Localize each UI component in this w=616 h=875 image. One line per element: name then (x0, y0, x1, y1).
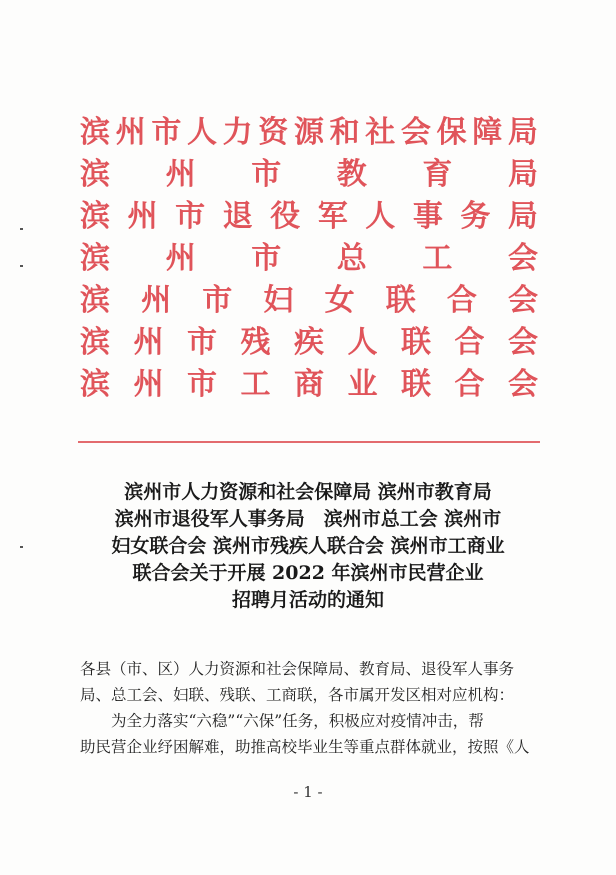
issuer-line (80, 112, 538, 154)
issuer-character: 州 (165, 241, 196, 276)
issuer-character: 滨 (80, 325, 110, 360)
issuer-character: 市 (251, 241, 282, 276)
issuer-character: 残 (240, 325, 271, 360)
addressee-line: 局、总工会、妇联、残联、工商联，各市属开发区相对应机构： (80, 686, 515, 704)
issuer-line (80, 238, 538, 280)
issuer-character: 和 (329, 115, 360, 150)
issuer-character: 会 (508, 325, 538, 360)
addressee-line: 各县（市、区）人力资源和社会保障局、教育局、退役军人事务 (80, 660, 515, 678)
issuer-character: 育 (422, 157, 453, 192)
title-line: 妇女联合会 滨州市残疾人联合会 滨州市工商业 (111, 535, 505, 557)
issuer-character: 合 (446, 283, 477, 318)
document-title (70, 479, 546, 614)
issuer-character: 联 (401, 325, 431, 360)
issuer-character: 州 (133, 367, 164, 402)
issuer-character: 商 (294, 367, 324, 402)
issuer-character: 市 (187, 367, 217, 402)
issuer-character: 市 (202, 283, 233, 318)
body-paragraph-line: 为全力落实“六稳”“六保”任务，积极应对疫情冲击，帮 (111, 712, 484, 730)
title-line: 联合会关于开展 2022 年滨州市民营企业 (132, 562, 484, 584)
issuer-character: 州 (127, 199, 158, 234)
issuer-character: 工 (422, 241, 453, 276)
issuer-character: 女 (324, 283, 355, 318)
issuer-character: 资 (258, 115, 289, 150)
issuer-character: 务 (460, 199, 491, 234)
issuer-character: 滨 (80, 241, 110, 276)
body-paragraph-line: 助民营企业纾困解难，助推高校毕业生等重点群体就业，按照《人 (80, 738, 530, 756)
issuer-character: 联 (401, 367, 431, 402)
issuer-character: 市 (175, 199, 206, 234)
issuer-character: 总 (336, 241, 367, 276)
issuing-agencies-header (80, 112, 538, 406)
issuer-character: 市 (251, 157, 282, 192)
issuer-line (80, 280, 538, 322)
issuer-character: 社 (365, 115, 396, 150)
issuer-character: 滨 (80, 367, 110, 402)
red-separator-line (78, 441, 540, 443)
issuer-character: 人 (347, 325, 378, 360)
issuer-line (80, 196, 538, 238)
issuer-character: 州 (133, 325, 164, 360)
issuer-character: 市 (151, 115, 182, 150)
issuer-character: 局 (507, 199, 538, 234)
issuer-character: 州 (141, 283, 172, 318)
issuer-character: 滨 (80, 199, 110, 234)
issuer-character: 合 (454, 325, 485, 360)
issuer-character: 役 (270, 199, 301, 234)
binding-mark (20, 265, 23, 267)
issuer-character: 事 (412, 199, 443, 234)
issuer-character: 局 (507, 115, 538, 150)
issuer-character: 合 (454, 367, 485, 402)
issuer-character: 军 (317, 199, 348, 234)
issuer-character: 人 (186, 115, 217, 150)
issuer-character: 工 (240, 367, 271, 402)
issuer-character: 退 (222, 199, 253, 234)
issuer-character: 妇 (263, 283, 294, 318)
title-line: 滨州市人力资源和社会保障局 滨州市教育局 (124, 481, 492, 503)
issuer-character: 州 (115, 115, 146, 150)
issuer-line (80, 154, 538, 196)
issuer-character: 市 (187, 325, 217, 360)
binding-mark (20, 228, 23, 230)
issuer-character: 滨 (80, 157, 110, 192)
issuer-character: 局 (507, 157, 538, 192)
issuer-line (80, 364, 538, 406)
issuer-character: 障 (472, 115, 503, 150)
issuer-character: 联 (385, 283, 416, 318)
document-body (80, 656, 550, 760)
title-line: 招聘月活动的通知 (231, 589, 384, 611)
issuer-character: 州 (165, 157, 196, 192)
issuer-character: 疾 (294, 325, 324, 360)
issuer-character: 滨 (80, 283, 110, 318)
issuer-character: 源 (293, 115, 324, 150)
issuer-character: 会 (507, 241, 538, 276)
issuer-line (80, 322, 538, 364)
issuer-character: 会 (507, 283, 538, 318)
issuer-character: 会 (508, 367, 538, 402)
binding-mark (20, 546, 23, 548)
issuer-character: 滨 (80, 115, 110, 150)
title-line: 滨州市退役军人事务局 滨州市总工会 滨州市 (114, 508, 502, 530)
issuer-character: 教 (336, 157, 367, 192)
issuer-character: 保 (436, 115, 467, 150)
issuer-character: 人 (365, 199, 396, 234)
issuer-character: 力 (222, 115, 253, 150)
issuer-character: 业 (347, 367, 378, 402)
page-number: - 1 - (293, 783, 323, 801)
issuer-character: 会 (400, 115, 431, 150)
